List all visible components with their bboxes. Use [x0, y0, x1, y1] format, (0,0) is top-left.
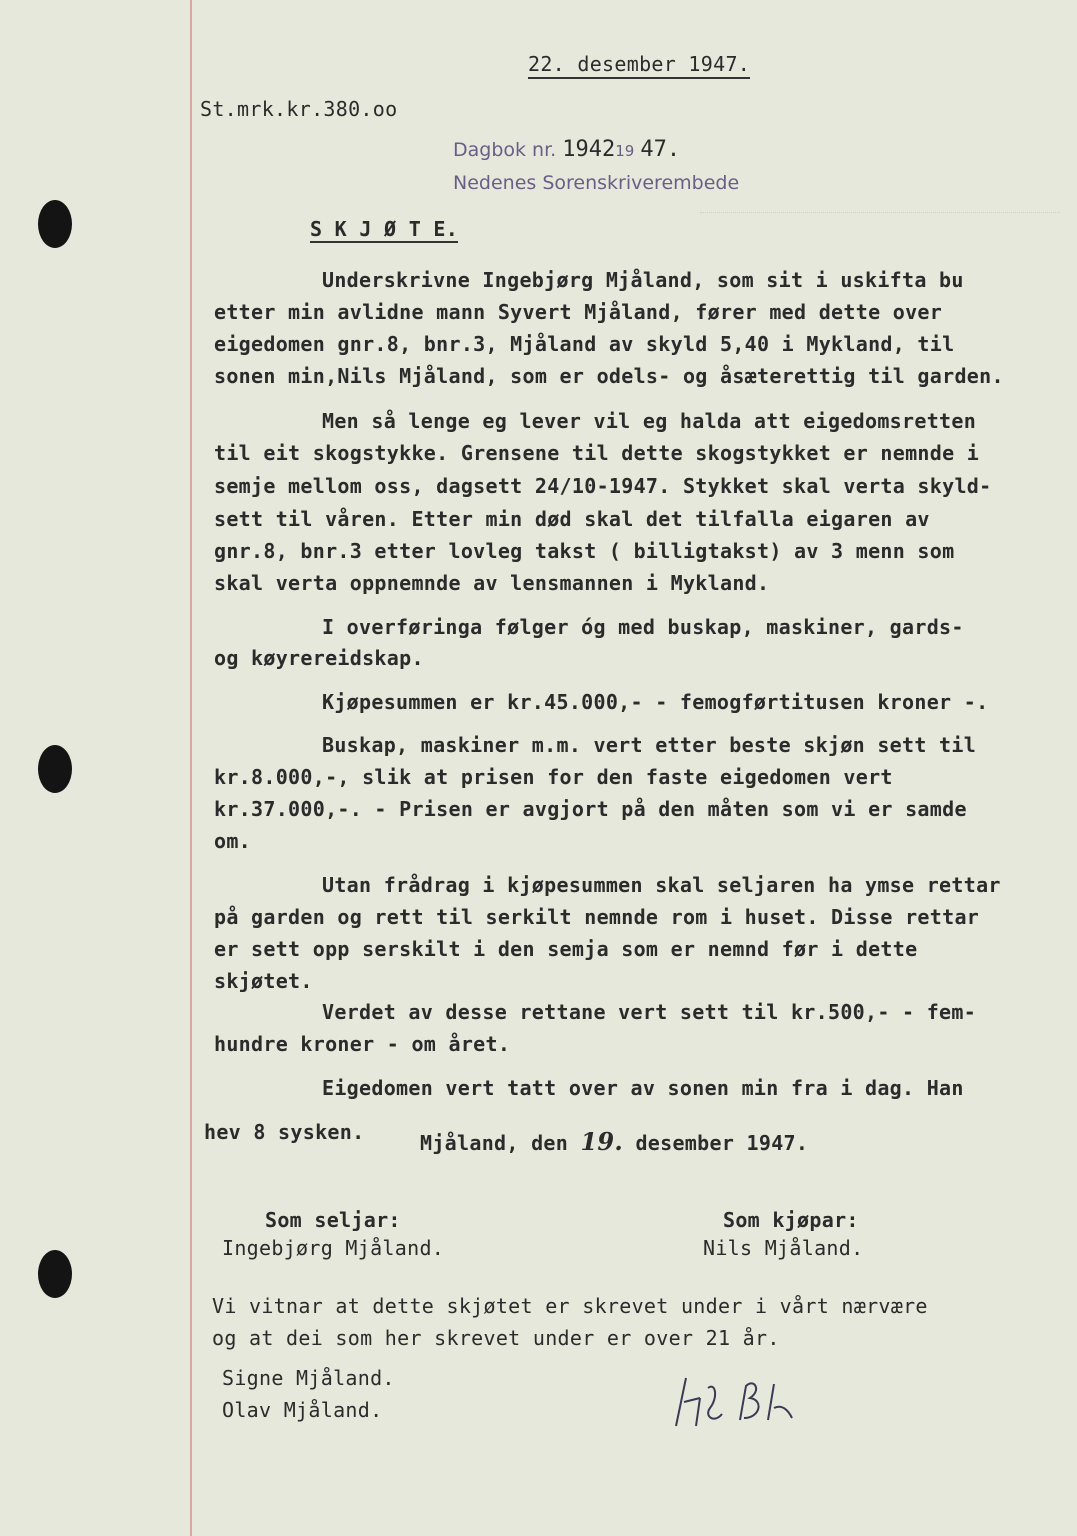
buyer-name: Nils Mjåland. — [703, 1236, 864, 1260]
body-line-8: sett til våren. Etter min død skal det tilfalla eigaren av — [214, 507, 930, 531]
office-stamp: Nedenes Sorenskriverembede — [453, 172, 740, 194]
body-line-22: Verdet av desse rettane vert sett til kr.500,- - fem- — [322, 1000, 977, 1024]
body-line-25: hev 8 sysken. — [204, 1120, 365, 1144]
buyer-label: Som kjøpar: — [723, 1208, 859, 1232]
body-line-10: skal verta oppnemnde av lensmannen i Mykland. — [214, 571, 770, 595]
document-date: 22. desember 1947. — [528, 52, 750, 79]
witness-name-2: Olav Mjåland. — [222, 1398, 383, 1422]
body-line-21: skjøtet. — [214, 969, 313, 993]
initials-signature — [664, 1368, 804, 1432]
place-date-day: 19. — [580, 1127, 624, 1156]
body-line-17: om. — [214, 829, 252, 853]
seller-name: Ingebjørg Mjåland. — [222, 1236, 445, 1260]
dagbok-stamp — [453, 137, 680, 162]
body-line-13: Kjøpesummen er kr.45.000,- - femogførtitusen kroner -. — [322, 690, 989, 714]
body-line-23: hundre kroner - om året. — [214, 1032, 511, 1056]
body-line-24: Eigedomen vert tatt over av sonen min fra i dag. Han — [322, 1076, 964, 1100]
body-line-18: Utan frådrag i kjøpesummen skal seljaren ha ymse rettar — [322, 873, 1001, 897]
punch-hole-middle — [38, 745, 72, 793]
body-line-20: er sett opp serskilt i den semja som er nemnd før i dette — [214, 937, 918, 961]
document-title: S K J Ø T E. — [310, 217, 459, 241]
body-line-1: Underskrivne Ingebjørg Mjåland, som sit i uskifta bu — [322, 268, 964, 292]
place-date-prefix: Mjåland, den — [420, 1131, 569, 1155]
place-date-rest: desember 1947. — [635, 1131, 809, 1155]
body-line-2: etter min avlidne mann Syvert Mjåland, fører med dette over — [214, 300, 943, 324]
dagbok-year: 47. — [640, 137, 681, 162]
body-line-15: kr.8.000,-, slik at prisen for den faste eigedomen vert — [214, 765, 893, 789]
witness-line-1: Vi vitnar at dette skjøtet er skrevet under i vårt nærvære — [212, 1294, 928, 1318]
punch-hole-bottom — [38, 1250, 72, 1298]
witness-line-2: og at dei som her skrevet under er over 21 år. — [212, 1326, 780, 1350]
body-line-4: sonen min,Nils Mjåland, som er odels- og åsæterettig til garden. — [214, 364, 1004, 388]
witness-name-1: Signe Mjåland. — [222, 1366, 395, 1390]
punch-hole-top — [38, 200, 72, 248]
body-line-19: på garden og rett til serkilt nemnde rom i huset. Disse rettar — [214, 905, 980, 929]
body-line-3: eigedomen gnr.8, bnr.3, Mjåland av skyld 5,40 i Mykland, til — [214, 332, 955, 356]
body-line-7: semje mellom oss, dagsett 24/10-1947. Stykket skal verta skyld- — [214, 474, 992, 498]
body-line-11: I overføringa følger óg med buskap, maskiner, gards- — [322, 615, 964, 639]
stamp-duty: St.mrk.kr.380.oo — [200, 97, 398, 121]
bleed-through — [700, 212, 1060, 273]
body-line-12: og køyrereidskap. — [214, 646, 424, 670]
dagbok-number: 1942 — [562, 137, 616, 162]
dagbok-label: Dagbok nr. — [453, 139, 557, 161]
body-line-16: kr.37.000,-. - Prisen er avgjort på den måten som vi er samde — [214, 797, 967, 821]
body-line-9: gnr.8, bnr.3 etter lovleg takst ( billigtakst) av 3 menn som — [214, 539, 955, 563]
body-line-5: Men så lenge eg lever vil eg halda att eigedomsretten — [322, 409, 977, 433]
seller-label: Som seljar: — [265, 1208, 401, 1232]
body-line-14: Buskap, maskiner m.m. vert etter beste skjøn sett til — [322, 733, 977, 757]
place-date — [420, 1127, 809, 1156]
margin-rule — [190, 0, 192, 1536]
body-line-6: til eit skogstykke. Grensene til dette skogstykket er nemnde i — [214, 441, 980, 465]
dagbok-year-prefix: 19 — [615, 142, 635, 160]
